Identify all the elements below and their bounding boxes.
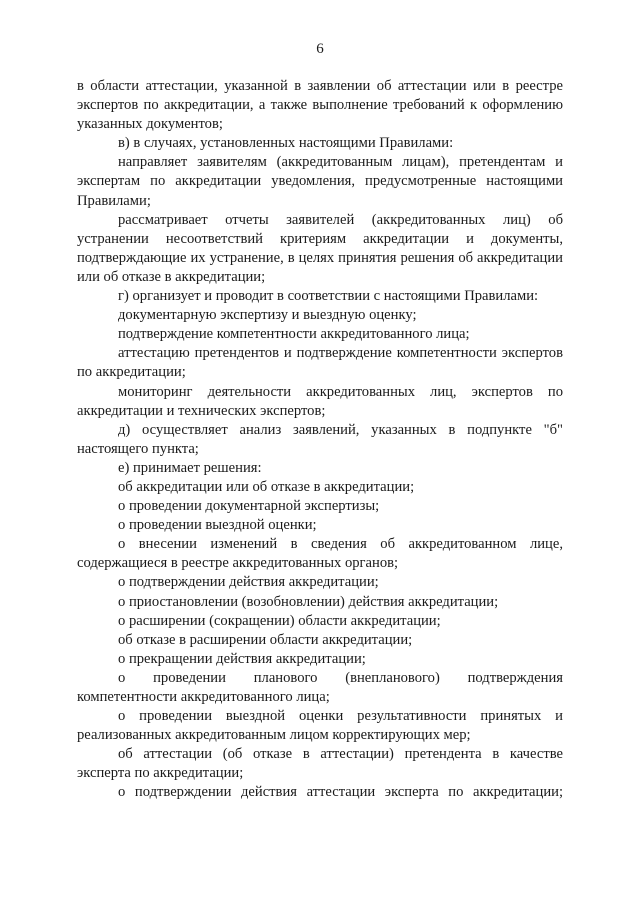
- paragraph: е) принимает решения:: [118, 459, 262, 476]
- paragraph: д) осуществляет анализ заявлений, указанных в подпункте "б" настоящего пункта;: [77, 421, 563, 457]
- paragraph: об отказе в расширении области аккредитации;: [118, 631, 413, 648]
- paragraph: о проведении планового (внепланового) подтверждения компетентности аккредитованного лица;: [77, 669, 563, 705]
- paragraph: о проведении выездной оценки результативности принятых и реализованных аккредитованным лицом корректирующих мер;: [77, 708, 563, 744]
- paragraph: об аттестации (об отказе в аттестации) претендента в качестве эксперта по аккредитации;: [77, 746, 563, 782]
- paragraph: о расширении (сокращении) области аккредитации;: [118, 612, 441, 629]
- paragraph: о подтверждении действия аккредитации;: [118, 574, 379, 591]
- paragraph: документарную экспертизу и выездную оценку;: [118, 307, 417, 324]
- paragraph: о подтверждении действия аттестации эксперта по аккредитации;: [118, 784, 563, 801]
- paragraph: о внесении изменений в сведения об аккредитованном лице, содержащиеся в реестре аккредитованных органов;: [77, 536, 563, 572]
- paragraph: о прекращении действия аккредитации;: [118, 650, 366, 667]
- page-number: 6: [316, 41, 324, 57]
- paragraph: мониторинг деятельности аккредитованных лиц, экспертов по аккредитации и технических экспертов;: [77, 383, 563, 419]
- document-body: [77, 77, 563, 803]
- paragraph: г) организует и проводит в соответствии с настоящими Правилами:: [118, 288, 539, 305]
- paragraph: аттестацию претендентов и подтверждение компетентности экспертов по аккредитации;: [77, 345, 563, 381]
- paragraph: в области аттестации, указанной в заявлении об аттестации или в реестре экспертов по аккредитации, а также выполнение требований к оформлению указанных документов;: [77, 78, 563, 133]
- paragraph: рассматривает отчеты заявителей (аккредитованных лиц) об устранении несоответствий критериям аккредитации и документы, подтверждающие их устранение, в целях принятия решения об аккредитации или об отказе в аккредитации;: [77, 211, 563, 285]
- paragraph: направляет заявителям (аккредитованным лицам), претендентам и экспертам по аккредитации уведомления, предусмотренные настоящими Правилами;: [77, 154, 563, 209]
- paragraph: о приостановлении (возобновлении) действия аккредитации;: [118, 593, 499, 610]
- paragraph: подтверждение компетентности аккредитованного лица;: [118, 326, 470, 343]
- paragraph: о проведении выездной оценки;: [118, 517, 317, 534]
- paragraph: о проведении документарной экспертизы;: [118, 498, 380, 515]
- paragraph: в) в случаях, установленных настоящими Правилами:: [118, 135, 454, 152]
- paragraph: об аккредитации или об отказе в аккредитации;: [118, 478, 415, 495]
